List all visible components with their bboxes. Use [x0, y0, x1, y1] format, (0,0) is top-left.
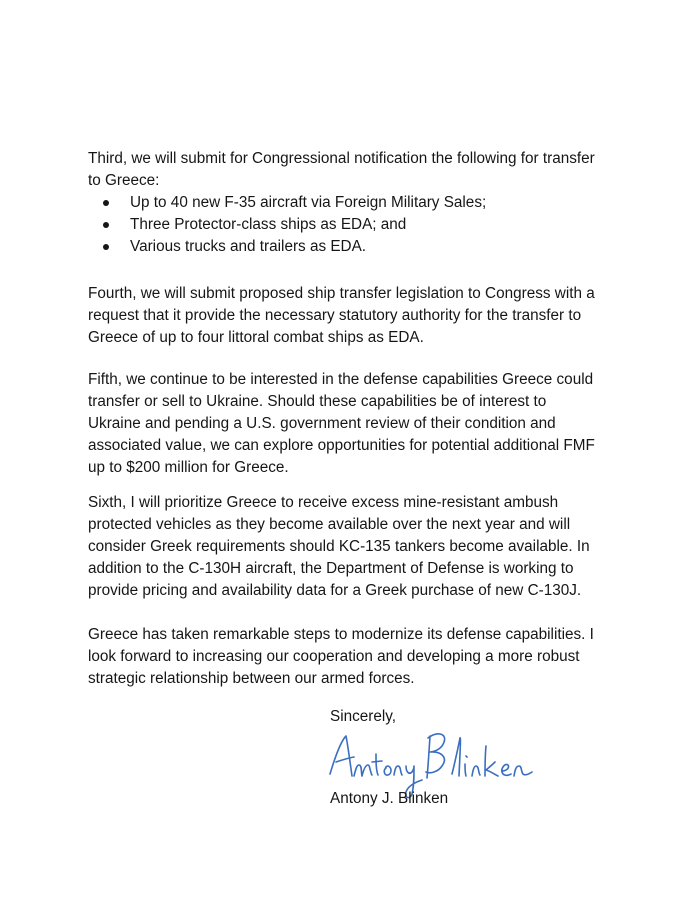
text-line: consider Greek requirements should KC-135 tankers become available. In [88, 538, 590, 555]
paragraph-fourth [88, 283, 648, 349]
bullet-text: Various trucks and trailers as EDA. [130, 238, 367, 255]
bullet-item [103, 236, 486, 258]
paragraph-third [88, 148, 648, 192]
text-line: addition to the C-130H aircraft, the Department of Defense is working to [88, 560, 574, 577]
bullet-icon [103, 222, 109, 228]
text-line: Greece of up to four littoral combat ships as EDA. [88, 329, 424, 346]
text-line: request that it provide the necessary statutory authority for the transfer to [88, 307, 582, 324]
text-line: Third, we will submit for Congressional notification the following for transfer [88, 150, 595, 167]
bullet-item [103, 192, 486, 214]
bullet-icon [103, 200, 109, 206]
bullet-item [103, 214, 486, 236]
text-line: protected vehicles as they become available over the next year and will [88, 516, 571, 533]
paragraph-sixth [88, 492, 648, 602]
text-line: Sixth, I will prioritize Greece to receive excess mine-resistant ambush [88, 494, 559, 511]
text-line: strategic relationship between our armed forces. [88, 670, 415, 687]
text-line: Fifth, we continue to be interested in the defense capabilities Greece could [88, 371, 594, 388]
text-line: Ukraine and pending a U.S. government review of their condition and [88, 415, 556, 432]
bullet-icon [103, 244, 109, 250]
bullet-list [103, 192, 486, 258]
signer-name: Antony J. Blinken [330, 790, 449, 807]
text-line: Fourth, we will submit proposed ship transfer legislation to Congress with a [88, 285, 595, 302]
text-line: to Greece: [88, 172, 160, 189]
text-line: up to $200 million for Greece. [88, 459, 289, 476]
text-line: provide pricing and availability data for a Greek purchase of new C-130J. [88, 582, 582, 599]
bullet-text: Three Protector-class ships as EDA; and [130, 216, 407, 233]
paragraph-closing [88, 624, 648, 690]
closing-salutation: Sincerely, [330, 708, 397, 725]
text-line: associated value, we can explore opportunities for potential additional FMF [88, 437, 595, 454]
text-line: look forward to increasing our cooperation and developing a more robust [88, 648, 580, 665]
bullet-text: Up to 40 new F-35 aircraft via Foreign Military Sales; [130, 194, 487, 211]
text-line: Greece has taken remarkable steps to modernize its defense capabilities. I [88, 626, 594, 643]
paragraph-fifth [88, 369, 648, 479]
text-line: transfer or sell to Ukraine. Should these capabilities be of interest to [88, 393, 547, 410]
